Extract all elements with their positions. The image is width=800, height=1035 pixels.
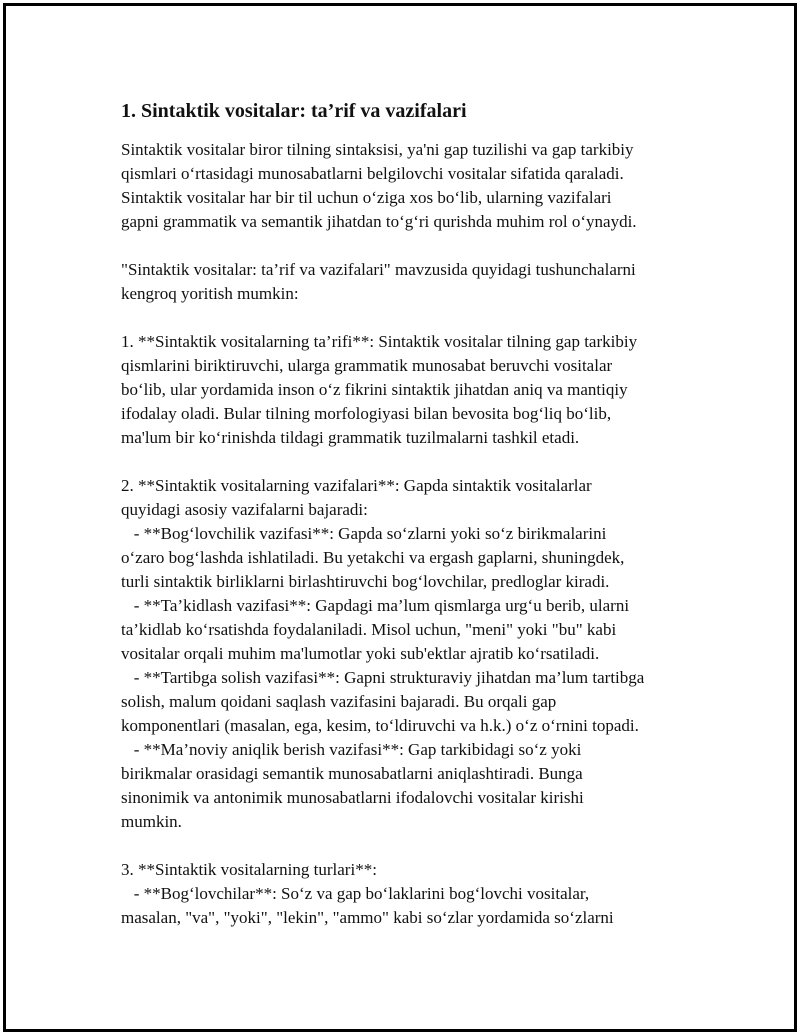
document-title: 1. Sintaktik vositalar: ta’rif va vazifalari bbox=[121, 100, 467, 122]
paragraph-topic: "Sintaktik vositalar: ta’rif va vazifalari" mavzusida quyidagi tushunchalarni kengroq yoritish mumkin: bbox=[121, 260, 636, 303]
paragraph-definition: 1. **Sintaktik vositalarning ta’rifi**: Sintaktik vositalar tilning gap tarkibiy qismlarini biriktiruvchi, ularga grammatik munosabat beruvchi vositalar bo‘lib, ular yordamida inson o‘z fikrini sintaktik jihatdan aniq va mantiqiy ifodalay oladi. Bular tilning morfologiyasi bilan bevosita bog‘liq bo‘lib, ma'lum bir ko‘rinishda tildagi grammatik tuzilmalarni tashkil etadi. bbox=[121, 332, 638, 447]
paragraph-intro: Sintaktik vositalar biror tilning sintaksisi, ya'ni gap tuzilishi va gap tarkibiy qismlari o‘rtasidagi munosabatlarni belgilovchi vositalar sifatida qaraladi. Sintaktik vositalar har bir til uchun o‘ziga xos bo‘lib, ularning vazifalari gapni grammatik va semantik jihatdan to‘g‘ri qurishda muhim rol o‘ynaydi. bbox=[121, 140, 637, 231]
paragraph-types: 3. **Sintaktik vositalarning turlari**: - **Bog‘lovchilar**: So‘z va gap bo‘laklarini bog‘lovchi vositalar, masalan, "va", "yoki", "lekin", "ammo" kabi so‘zlar yordamida so‘zlarni bbox=[121, 860, 614, 927]
paragraph-functions: 2. **Sintaktik vositalarning vazifalari**: Gapda sintaktik vositalarlar quyidagi asosiy vazifalarni bajaradi: - **Bog‘lovchilik vazifasi**: Gapda so‘zlarni yoki so‘z birikmalarini o‘zaro bog‘lashda ishlatiladi. Bu yetakchi va ergash gaplarni, shuningdek, turli sintaktik birliklarni birlashtiruvchi bog‘lovchilar, predloglar kiradi. - **Ta’kidlash vazifasi**: Gapdagi ma’lum qismlarga urg‘u berib, ularni ta’kidlab ko‘rsatishda foydalaniladi. Misol uchun, "meni" yoki "bu" kabi vositalar orqali muhim ma'lumotlar yoki sub'ektlar ajratib ko‘rsatiladi. - **Tartibga solish vazifasi**: Gapni strukturaviy jihatdan ma’lum tartibga solish, malum qoidani saqlash vazifasini bajaradi. Bu orqali gap komponentlari (masalan, ega, kesim, to‘ldiruvchi va h.k.) o‘z o‘rnini topadi. - **Ma’noviy aniqlik berish vazifasi**: Gap tarkibidagi so‘z yoki birikmalar orasidagi semantik munosabatlarni aniqlashtiradi. Bunga sinonimik va antonimik munosabatlarni ifodalovchi vositalar kirishi mumkin. bbox=[121, 476, 645, 831]
page-frame bbox=[3, 3, 797, 1032]
document-body bbox=[121, 98, 696, 930]
